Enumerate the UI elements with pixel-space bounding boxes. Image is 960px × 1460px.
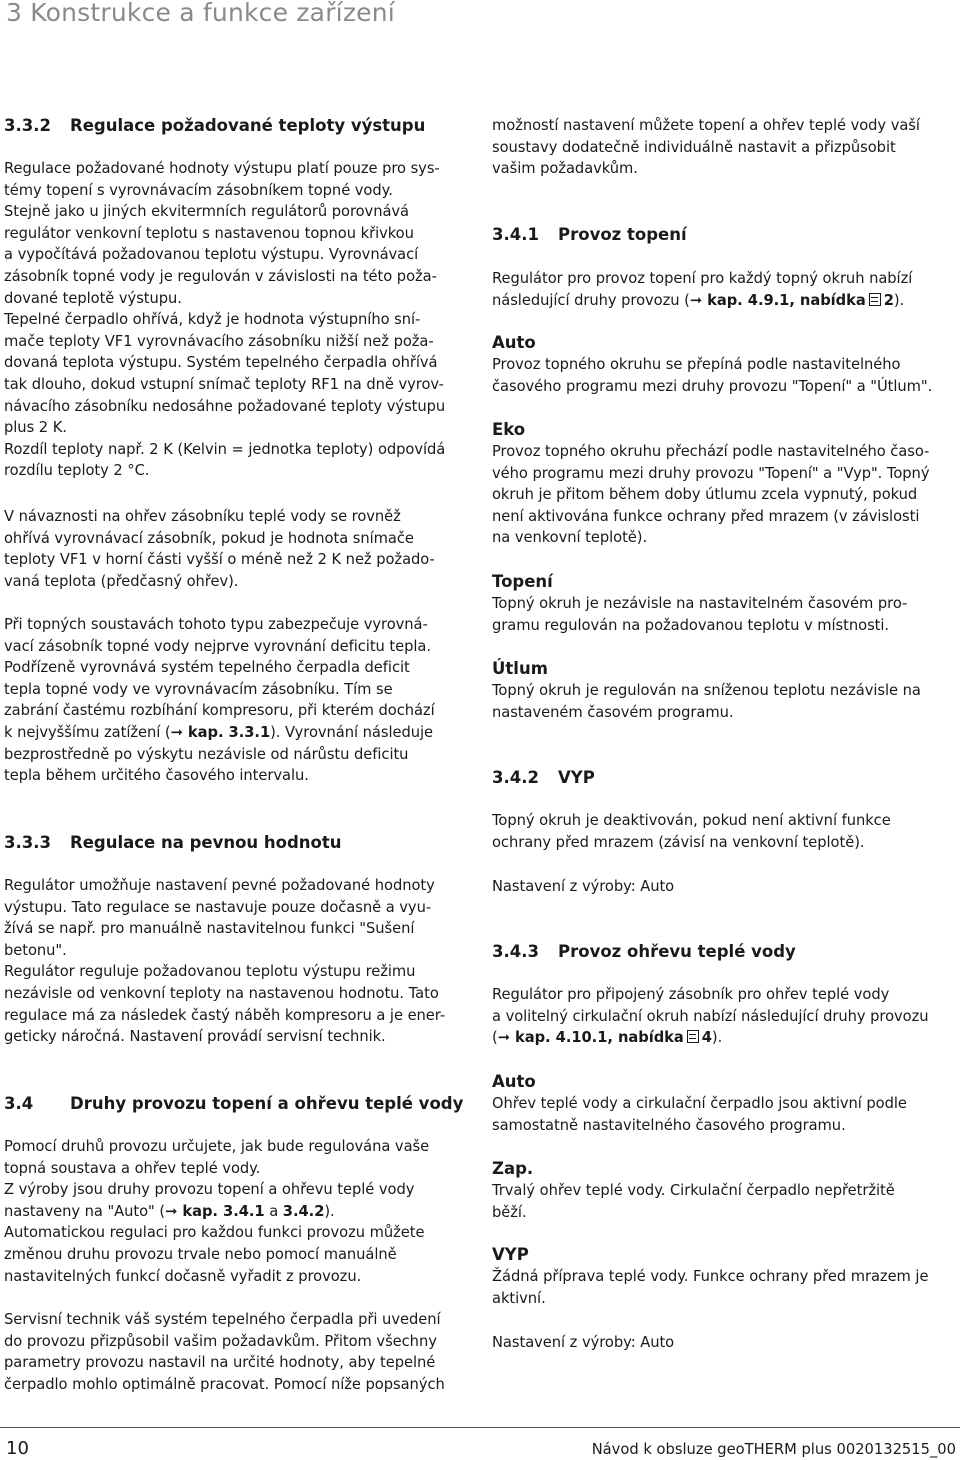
line: bezprostředně po výskytu nezávisle od nárůstu deficitu	[4, 745, 409, 763]
line: Servisní technik váš systém tepelného čerpadla při uvedení	[4, 1311, 441, 1328]
line: tepla během určitého časového intervalu.	[4, 767, 309, 785]
section-title: Regulace na pevnou hodnotu	[70, 833, 342, 852]
line: na venkovní teplotě).	[492, 529, 648, 547]
menu-number: 2	[883, 291, 894, 309]
s343-intro	[492, 984, 958, 1049]
line: návacího zásobníku nedosáhne požadované teploty výstupu	[4, 397, 446, 415]
line: Automatickou regulaci pro každou funkci provozu můžete	[4, 1224, 425, 1242]
section-3-3-2	[4, 115, 466, 137]
page-number: 10	[6, 1438, 29, 1459]
line: časového programu mezi druhy provozu "Topení" a "Útlum".	[492, 377, 933, 395]
section-heading	[4, 115, 466, 137]
line: do provozu přizpůsobil vašim požadavkům. Přitom všechny	[4, 1332, 437, 1350]
line: Regulátor pro provoz topení pro každý topný okruh nabízí	[492, 270, 913, 287]
paragraph	[492, 593, 958, 636]
line: nezávisle od venkovní teploty na nastavenou hodnotu. Tato	[4, 984, 439, 1002]
line: V návaznosti na ohřev zásobníku teplé vody se rovněž	[4, 508, 401, 525]
menu-icon	[869, 293, 881, 306]
paragraph	[492, 1180, 958, 1223]
s333-paragraph	[4, 875, 466, 1048]
line: regulátor venkovní teplotu s nastavenou topnou křivkou	[4, 224, 414, 242]
line: Žádná příprava teplé vody. Funkce ochrany před mrazem je	[492, 1268, 929, 1285]
line: Stejně jako u jiných ekvitermních regulátorů porovnává	[4, 203, 409, 221]
cross-reference: ➞ kap. 4.10.1, nabídka	[497, 1029, 684, 1047]
line: Regulátor pro připojený zásobník pro ohřev teplé vody	[492, 986, 890, 1003]
dhw-mode-vyp	[492, 1244, 958, 1309]
section-title: Druhy provozu topení a ohřevu teplé vody	[70, 1094, 464, 1113]
line: tak dlouho, dokud vstupní snímač teploty RF1 na dně vyrov-	[4, 375, 444, 393]
line: Provoz topného okruhu přechází podle nastavitelného časo-	[492, 443, 930, 460]
line: samostatně nastavitelného časového programu.	[492, 1116, 846, 1134]
paragraph	[492, 354, 958, 397]
line: geticky náročná. Nastavení provádí servisní technik.	[4, 1028, 386, 1046]
line: a	[264, 1202, 283, 1220]
mode-label: VYP	[492, 1245, 529, 1264]
line: běží.	[492, 1203, 527, 1221]
section-number: 3.4.3	[492, 942, 539, 961]
line: topná soustava a ohřev teplé vody.	[4, 1159, 261, 1177]
line: Regulace požadované hodnoty výstupu platí pouze pro sys-	[4, 160, 440, 177]
line: témy topení s vyrovnávacím zásobníkem topné vody.	[4, 181, 393, 199]
line: žívá se např. pro manuálně nastavitelnou funkci "Sušení	[4, 920, 415, 938]
menu-icon	[687, 1030, 699, 1043]
line: dovaná teplota výstupu. Systém tepelného čerpadla ohřívá	[4, 354, 438, 372]
line: Topný okruh je nezávisle na nastavitelném časovém pro-	[492, 595, 908, 612]
line: okruh je přitom během doby útlumu zcela vypnutý, pokud	[492, 486, 918, 504]
mode-label: Zap.	[492, 1159, 534, 1178]
line: Pomocí druhů provozu určujete, jak bude regulována vaše	[4, 1138, 430, 1155]
line: vašim požadavkům.	[492, 160, 638, 178]
line: nastaveny na "Auto" (	[4, 1202, 166, 1220]
line: teploty VF1 v horní části vyšší o méně než 2 K než požado-	[4, 551, 435, 569]
line: výstupu. Tato regulace se nastavuje pouze dočasně a vyu-	[4, 898, 432, 916]
line: vaná teplota (předčasný ohřev).	[4, 572, 239, 590]
line: (	[492, 1029, 498, 1047]
cross-reference: ➞ kap. 3.4.1	[165, 1202, 265, 1220]
section-number: 3.4	[4, 1094, 34, 1113]
line: Topný okruh je deaktivován, pokud není aktivní funkce	[492, 812, 891, 829]
line: ).	[893, 291, 905, 309]
line: ).	[711, 1029, 723, 1047]
mode-eko	[492, 419, 958, 549]
line: vého programu mezi druhy provozu "Topení" a "Vyp". Topný	[492, 464, 930, 482]
paragraph	[492, 441, 958, 549]
line: dované teplotě výstupu.	[4, 289, 182, 307]
s332-paragraph-2	[4, 506, 466, 592]
section-number: 3.3.2	[4, 116, 51, 135]
continued-paragraph	[492, 115, 958, 180]
s34-paragraph-2	[4, 1309, 466, 1395]
section-heading	[492, 941, 958, 963]
s34-paragraph-1	[4, 1136, 466, 1287]
line: následující druhy provozu (	[492, 291, 690, 309]
line: rozdílu teploty 2 °C.	[4, 462, 150, 480]
line: možností nastavení můžete topení a ohřev teplé vody vaší	[492, 117, 920, 134]
section-3-4-2	[492, 767, 958, 789]
paragraph	[492, 680, 958, 723]
paragraph	[492, 1093, 958, 1136]
section-heading	[4, 1093, 466, 1115]
document-title: Návod k obsluze geoTHERM plus 0020132515_00	[591, 1441, 956, 1458]
mode-topeni	[492, 571, 958, 636]
line: Regulátor reguluje požadovanou teplotu výstupu režimu	[4, 963, 416, 981]
paragraph	[492, 1266, 958, 1309]
line: zásobník topné vody je regulován v závislosti na této poža-	[4, 267, 437, 285]
line: betonu".	[4, 941, 67, 959]
factory-setting: Nastavení z výroby: Auto	[492, 878, 675, 895]
section-3-4-3	[492, 941, 958, 963]
line: regulace má za následek častý náběh kompresoru a je ener-	[4, 1006, 446, 1024]
section-3-4-1	[492, 224, 958, 246]
line: aktivní.	[492, 1289, 546, 1307]
section-number: 3.4.1	[492, 225, 539, 244]
line: tepla topné vody ve vyrovnávacím zásobníku. Tím se	[4, 680, 393, 698]
line: Trvalý ohřev teplé vody. Cirkulační čerpadlo nepřetržitě	[492, 1182, 895, 1199]
paragraph	[492, 810, 958, 853]
section-title: VYP	[558, 768, 595, 787]
paragraph	[4, 158, 466, 482]
line: čerpadlo mohlo optimálně pracovat. Pomocí níže popsaných	[4, 1375, 445, 1393]
line: Topný okruh je regulován na sníženou teplotu nezávisle na	[492, 682, 921, 699]
line: parametry provozu nastavil na určité hodnoty, aby tepelné	[4, 1354, 436, 1372]
paragraph	[492, 984, 958, 1049]
line: nastavitelných funkcí dočasně vyřadit z provozu.	[4, 1267, 362, 1285]
section-heading	[4, 832, 466, 854]
cross-reference: ➞ kap. 4.9.1, nabídka	[689, 291, 866, 309]
line: zabrání častému rozbíhání kompresoru, při kterém dochází	[4, 702, 435, 720]
line: nastaveném časovém programu.	[492, 703, 734, 721]
dhw-mode-auto	[492, 1071, 958, 1136]
dhw-mode-zap	[492, 1158, 958, 1223]
line: není aktivována funkce ochrany před mrazem (v závislosti	[492, 507, 920, 525]
menu-number: 4	[701, 1029, 712, 1047]
section-title: Provoz topení	[558, 225, 687, 244]
section-title: Regulace požadované teploty výstupu	[70, 116, 426, 135]
mode-label: Eko	[492, 420, 526, 439]
mode-label: Topení	[492, 572, 553, 591]
paragraph	[4, 614, 466, 787]
line: Tepelné čerpadlo ohřívá, když je hodnota výstupního sní-	[4, 311, 421, 329]
mode-auto-heating	[492, 332, 958, 397]
paragraph	[4, 875, 466, 1048]
line: plus 2 K.	[4, 419, 67, 437]
line: mače teploty VF1 vyrovnávacího zásobníku nižší než poža-	[4, 332, 434, 350]
factory-setting: Nastavení z výroby: Auto	[492, 1334, 675, 1351]
line: ). Vyrovnání následuje	[270, 723, 434, 741]
line: Podřízeně vyrovnává systém tepelného čerpadla deficit	[4, 659, 410, 677]
s341-intro	[492, 268, 958, 311]
line: soustavy dodatečně individuálně nastavit a přizpůsobit	[492, 138, 896, 156]
line: a volitelný cirkulační okruh nabízí následující druhy provozu	[492, 1007, 929, 1025]
line: vací zásobník topné vody nejprve vyrovnání deficitu tepla.	[4, 637, 431, 655]
s332-paragraph-1	[4, 158, 466, 482]
line: gramu regulován na požadovanou teplotu v místnosti.	[492, 616, 890, 634]
line: změnou druhu provozu trvale nebo pomocí manuálně	[4, 1245, 397, 1263]
section-number: 3.4.2	[492, 768, 539, 787]
footer-divider	[0, 1427, 960, 1428]
cross-reference: ➞ kap. 3.3.1	[170, 723, 271, 741]
s342-paragraph	[492, 810, 958, 853]
line: ).	[324, 1202, 335, 1220]
s343-factory-setting	[492, 1332, 958, 1354]
section-heading	[492, 224, 958, 246]
line: ochrany před mrazem (závisí na venkovní teplotě).	[492, 833, 865, 851]
section-heading	[492, 767, 958, 789]
line: ohřívá vyrovnávací zásobník, pokud je hodnota snímače	[4, 529, 414, 547]
paragraph	[4, 506, 466, 592]
chapter-header: 3 Konstrukce a funkce zařízení	[6, 0, 395, 27]
mode-label: Auto	[492, 333, 536, 352]
line: Při topných soustavách tohoto typu zabezpečuje vyrovná-	[4, 616, 428, 633]
mode-label: Útlum	[492, 659, 548, 678]
mode-label: Auto	[492, 1072, 536, 1091]
paragraph	[4, 1309, 466, 1395]
paragraph	[492, 115, 958, 180]
line: Rozdíl teploty např. 2 K (Kelvin = jednotka teploty) odpovídá	[4, 440, 446, 458]
line: a vypočítává požadovanou teplotu výstupu. Vyrovnávací	[4, 246, 419, 264]
line: Ohřev teplé vody a cirkulační čerpadlo jsou aktivní podle	[492, 1095, 907, 1112]
s332-paragraph-3	[4, 614, 466, 787]
paragraph	[492, 268, 958, 311]
mode-utlum	[492, 658, 958, 723]
section-3-4	[4, 1093, 466, 1115]
line: Z výroby jsou druhy provozu topení a ohřevu teplé vody	[4, 1181, 415, 1199]
line: Provoz topného okruhu se přepíná podle nastavitelného	[492, 356, 901, 373]
section-number: 3.3.3	[4, 833, 51, 852]
section-3-3-3	[4, 832, 466, 854]
cross-reference: 3.4.2	[282, 1202, 325, 1220]
paragraph	[4, 1136, 466, 1287]
line: Regulátor umožňuje nastavení pevné požadované hodnoty	[4, 877, 435, 894]
line: k nejvyššímu zatížení (	[4, 723, 171, 741]
section-title: Provoz ohřevu teplé vody	[558, 942, 796, 961]
s342-factory-setting	[492, 876, 958, 898]
